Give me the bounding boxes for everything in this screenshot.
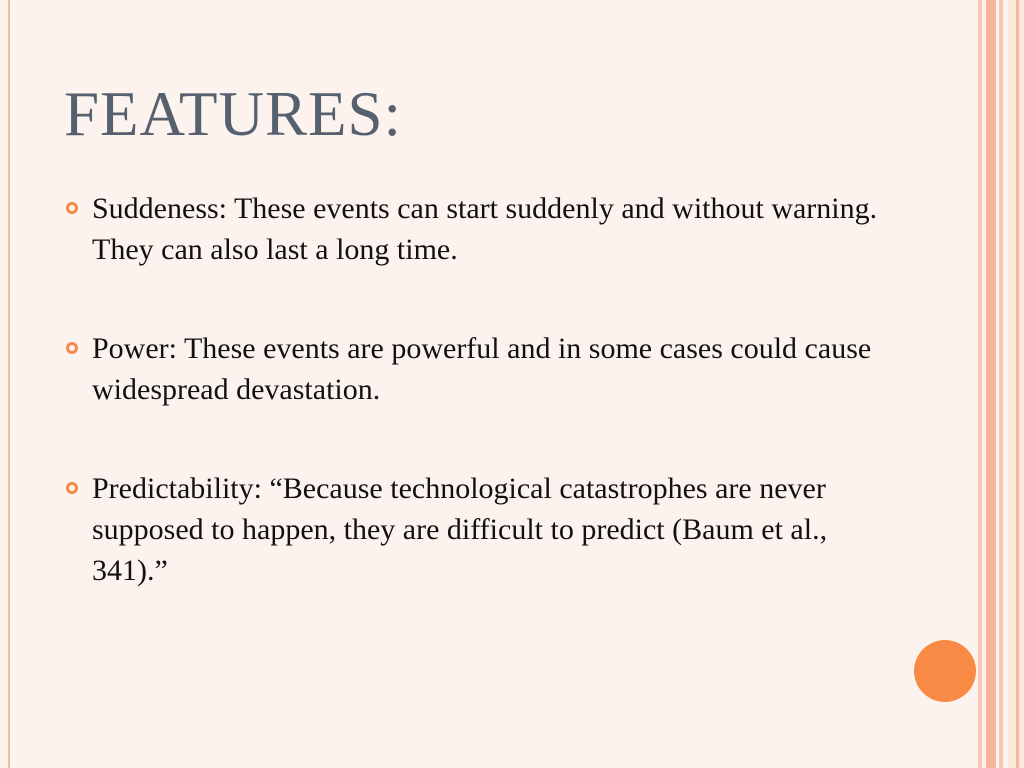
- bullet-ring-icon: [66, 342, 78, 354]
- bullet-item-predictability: [64, 468, 904, 591]
- bullet-text: Suddeness: These events can start suddenly and without warning. They can also last a long time.: [92, 192, 878, 266]
- decorative-circle: [914, 640, 976, 702]
- bullet-ring-icon: [66, 482, 78, 494]
- right-border-stripe: [986, 0, 996, 768]
- slide-title: FEATURES:: [64, 79, 403, 149]
- bullet-ring-icon: [66, 202, 78, 214]
- right-border-stripe: [978, 0, 982, 768]
- right-border-stripe: [999, 0, 1003, 768]
- bullet-item-power: [64, 328, 904, 410]
- bullet-item-suddeness: [64, 188, 904, 270]
- right-border-stripe: [1016, 0, 1019, 768]
- bullet-text: Predictability: “Because technological catastrophes are never supposed to happen, they are difficult to predict (Baum et al., 341).”: [92, 472, 828, 587]
- bullet-text: Power: These events are powerful and in some cases could cause widespread devastation.: [92, 332, 872, 406]
- bullet-list: [64, 188, 904, 649]
- left-border-line: [8, 0, 10, 768]
